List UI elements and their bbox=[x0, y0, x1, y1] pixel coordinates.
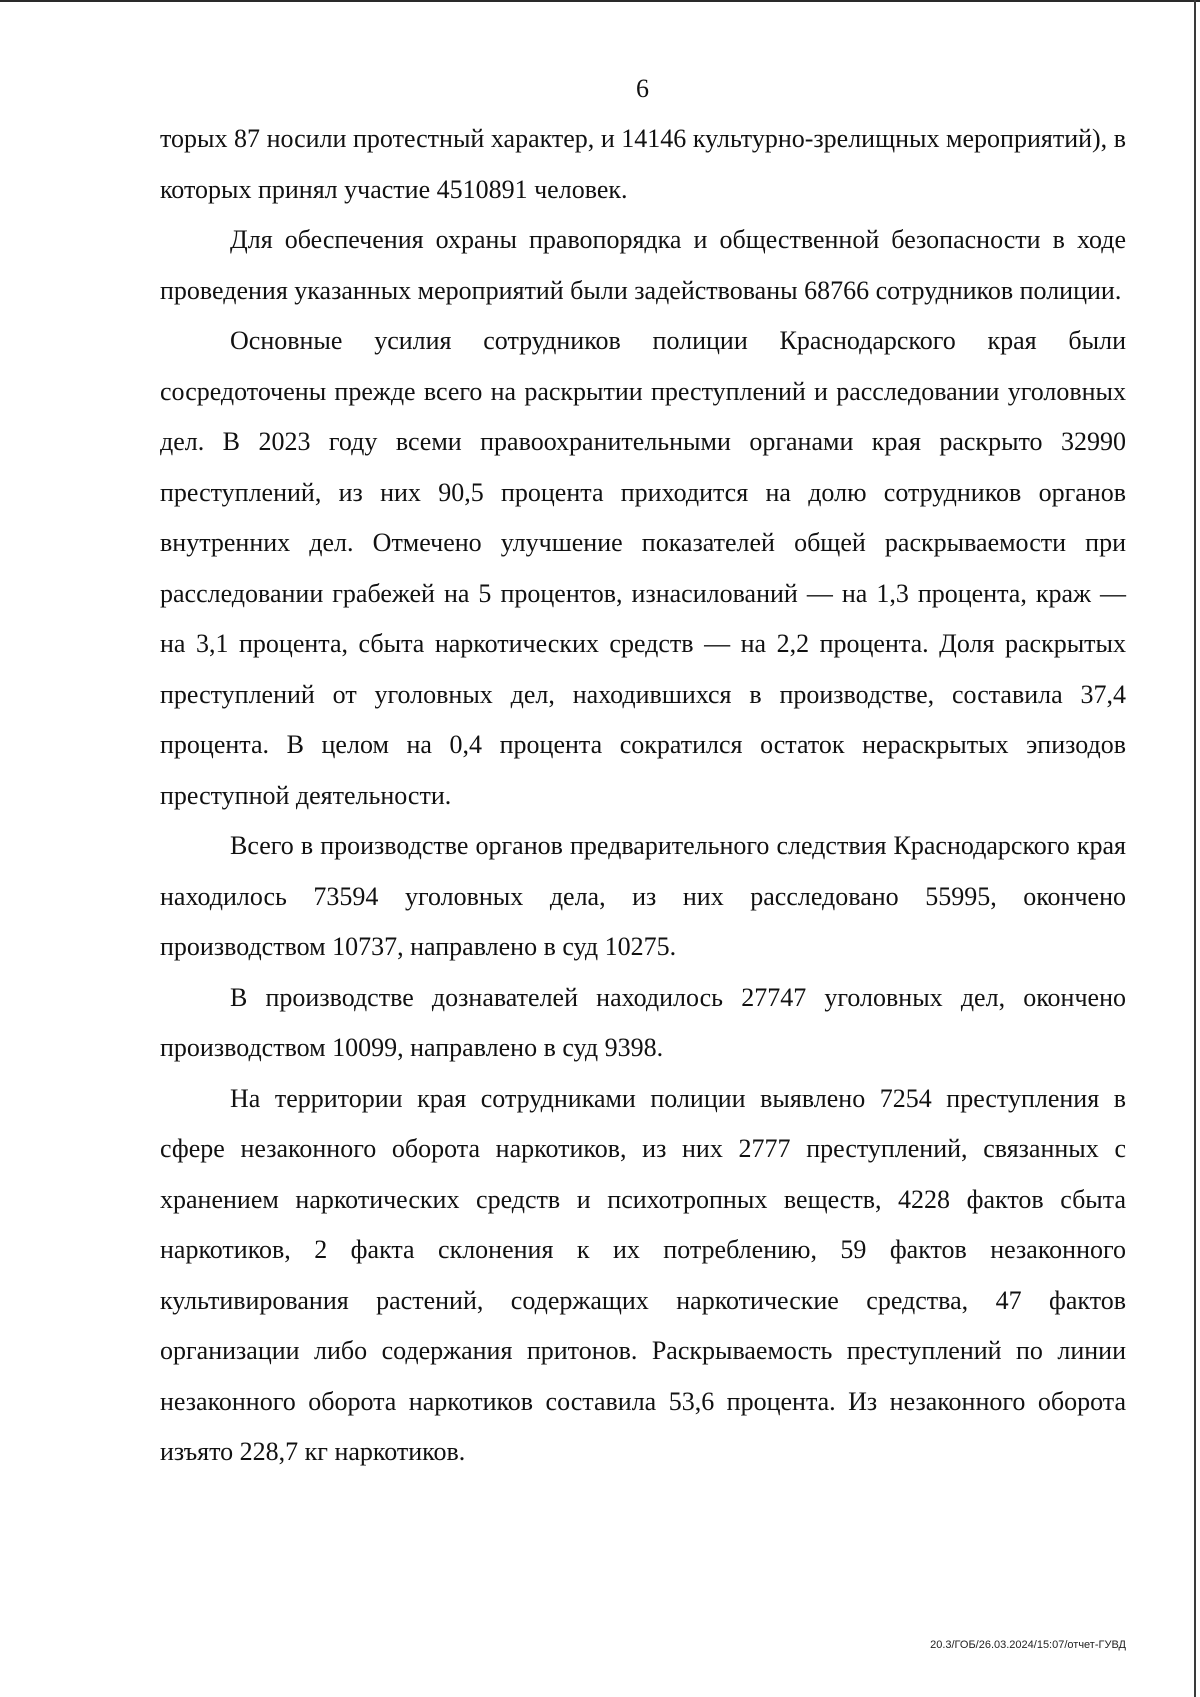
paragraph-investigation: Всего в производстве органов предварительного следствия Краснодарского края находилось 73594 уголовных дела, из них расследовано 55995, окончено производством 10737, направлено в суд 10275. bbox=[160, 831, 1126, 961]
page-number: 6 bbox=[636, 74, 649, 103]
scan-border-top bbox=[0, 0, 1200, 2]
paragraph-inquiry: В производстве дознавателей находилось 27747 уголовных дел, окончено производством 10099, направлено в суд 9398. bbox=[160, 982, 1126, 1062]
document-body bbox=[160, 114, 1126, 1478]
paragraph-crime-solving: Основные усилия сотрудников полиции Краснодарского края были сосредоточены прежде всего на раскрытии преступлений и расследовании уголовных дел. В 2023 году всеми правоохранительными органами края раскрыто 32990 преступлений, из них 90,5 процента приходится на долю сотрудников органов внутренних дел. Отмечено улучшение показателей общей раскрываемости при расследовании грабежей на 5 процентов, изнасилований — на 1,3 процента, краж — на 3,1 процента, сбыта наркотических средств — на 2,2 процента. Доля раскрытых преступлений от уголовных дел, находившихся в производстве, составила 37,4 процента. В целом на 0,4 процента сократился остаток нераскрытых эпизодов преступной деятельности. bbox=[160, 326, 1126, 810]
scan-border-right bbox=[1194, 0, 1196, 1697]
paragraph-police-deployment: Для обеспечения охраны правопорядка и общественной безопасности в ходе проведения указанных мероприятий были задействованы 68766 сотрудников полиции. bbox=[160, 225, 1126, 305]
paragraph-continuation: торых 87 носили протестный характер, и 14146 культурно-зрелищных мероприятий), в которых принял участие 4510891 человек. bbox=[160, 124, 1126, 204]
paragraph-drug-crimes: На территории края сотрудниками полиции выявлено 7254 преступления в сфере незаконного оборота наркотиков, из них 2777 преступлений, связанных с хранением наркотических средств и психотропных веществ, 4228 фактов сбыта наркотиков, 2 факта склонения к их потреблению, 59 фактов незаконного культивирования растений, содержащих наркотические средства, 47 фактов организации либо содержания притонов. Раскрываемость преступлений по линии незаконного оборота наркотиков составила 53,6 процента. Из незаконного оборота изъято 228,7 кг наркотиков. bbox=[160, 1083, 1126, 1466]
document-reference-footer: 20.3/ГОБ/26.03.2024/15:07/отчет-ГУВД bbox=[930, 1639, 1126, 1651]
